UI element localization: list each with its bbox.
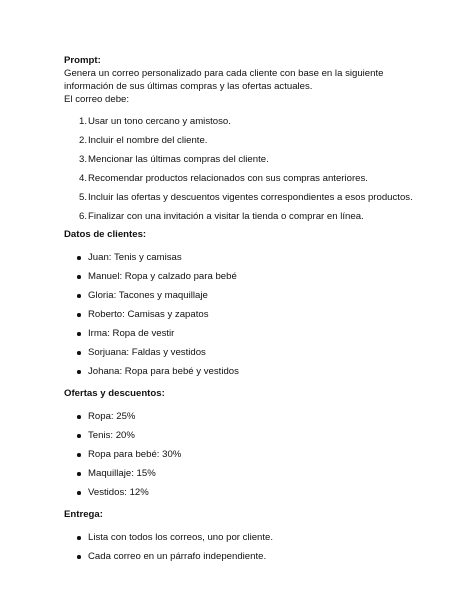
list-item: 4 . Recomendar productos relacionados con sus compras anteriores.: [88, 169, 404, 188]
list-item: 3 . Mencionar las últimas compras del cliente.: [88, 150, 404, 169]
delivery-list: [64, 528, 404, 566]
offers-list: [64, 407, 404, 502]
list-item: Cada correo en un párrafo independiente.: [88, 547, 404, 566]
list-item: 6 . Finalizar con una invitación a visitar la tienda o comprar en línea.: [88, 207, 404, 226]
step-text: Finalizar con una invitación a visitar la tienda o comprar en línea.: [88, 211, 364, 222]
step-text: Recomendar productos relacionados con sus compras anteriores.: [88, 173, 368, 184]
list-item: Sorjuana: Faldas y vestidos: [88, 343, 404, 362]
list-item: Gloria: Tacones y maquillaje: [88, 286, 404, 305]
list-item: Maquillaje: 15%: [88, 464, 404, 483]
prompt-heading: Prompt:: [64, 55, 101, 66]
intro-line-2: información de sus últimas compras y las ofertas actuales.: [64, 81, 313, 92]
document-page: [64, 54, 413, 572]
list-item: Manuel: Ropa y calzado para bebé: [88, 267, 404, 286]
list-item: Tenis: 20%: [88, 426, 404, 445]
intro-line-1: Genera un correo personalizado para cada cliente con base en la siguiente: [64, 68, 384, 79]
step-text: Mencionar las últimas compras del cliente.: [88, 154, 269, 165]
intro-line-3: El correo debe:: [64, 94, 130, 105]
clients-list: [64, 248, 404, 381]
list-item: Juan: Tenis y camisas: [88, 248, 404, 267]
list-item: 2 . Incluir el nombre del cliente.: [88, 131, 404, 150]
step-text: Incluir las ofertas y descuentos vigentes correspondientes a esos productos.: [88, 192, 413, 203]
step-text: Usar un tono cercano y amistoso.: [88, 116, 231, 127]
offers-heading: Ofertas y descuentos:: [64, 388, 165, 399]
list-item: 5 . Incluir las ofertas y descuentos vigentes correspondientes a esos productos.: [88, 188, 404, 207]
list-item: Lista con todos los correos, uno por cliente.: [88, 528, 404, 547]
list-item: Ropa: 25%: [88, 407, 404, 426]
list-item: Vestidos: 12%: [88, 483, 404, 502]
list-item: Roberto: Camisas y zapatos: [88, 305, 404, 324]
list-item: 1 . Usar un tono cercano y amistoso.: [88, 112, 404, 131]
delivery-heading: Entrega:: [64, 509, 103, 520]
list-item: Irma: Ropa de vestir: [88, 324, 404, 343]
clients-heading: Datos de clientes:: [64, 229, 147, 240]
requirements-list: [64, 112, 413, 226]
list-item: Johana: Ropa para bebé y vestidos: [88, 362, 404, 381]
list-item: Ropa para bebé: 30%: [88, 445, 404, 464]
step-text: Incluir el nombre del cliente.: [88, 135, 208, 146]
